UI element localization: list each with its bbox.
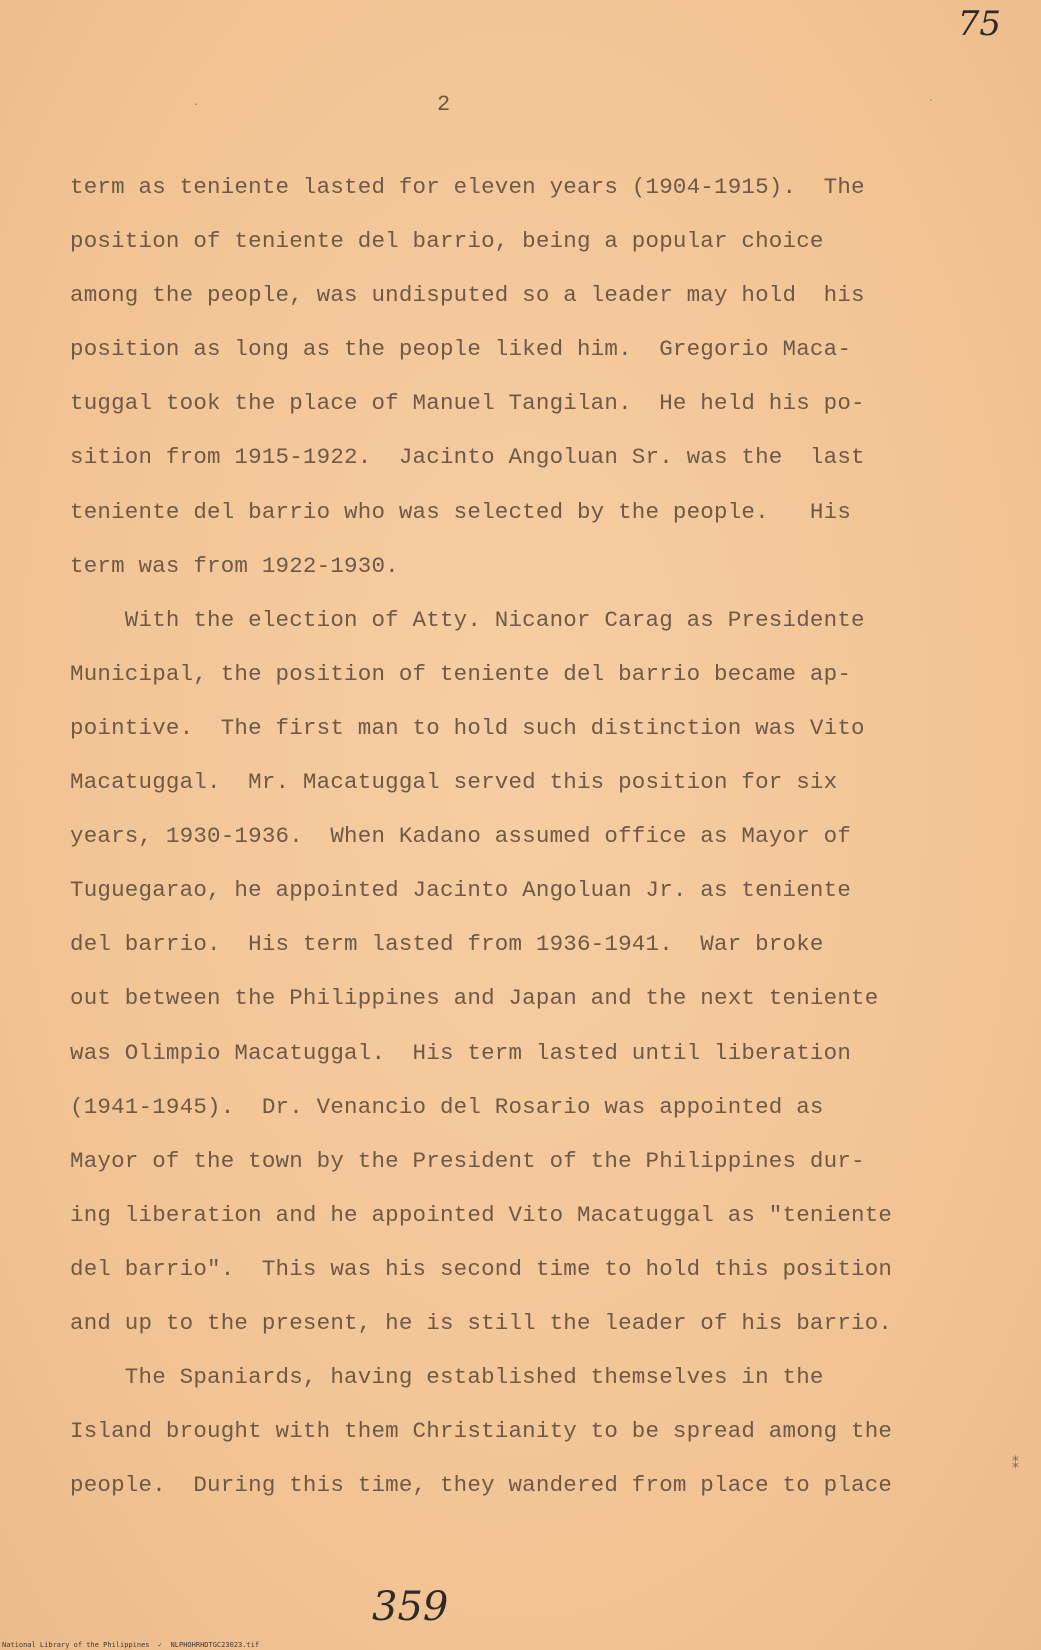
text-line: years, 1930-1936. When Kadano assumed office as Mayor of [70, 823, 852, 850]
paper-speck: · [193, 100, 200, 111]
text-line: out between the Philippines and Japan and the next teniente [70, 985, 879, 1012]
text-line: and up to the present, he is still the leader of his barrio. [70, 1309, 893, 1336]
text-line: del barrio". This was his second time to hold this position [70, 1255, 893, 1282]
text-line: position as long as the people liked him. Gregorio Maca- [70, 336, 852, 363]
body-text [70, 172, 970, 1524]
text-line: Municipal, the position of teniente del barrio became ap- [70, 660, 852, 687]
text-line: Macatuggal. Mr. Macatuggal served this position for six [70, 769, 838, 796]
text-line: sition from 1915-1922. Jacinto Angoluan Sr. was the last [70, 444, 865, 471]
text-line: Island brought with them Christianity to be spread among the [70, 1418, 893, 1445]
text-line: (1941-1945). Dr. Venancio del Rosario was appointed as [70, 1093, 824, 1120]
margin-mark: ⁑ [1012, 1457, 1019, 1473]
text-line: del barrio. His term lasted from 1936-1941. War broke [70, 931, 824, 958]
text-line: Mayor of the town by the President of the Philippines dur- [70, 1147, 865, 1174]
text-line: tuggal took the place of Manuel Tangilan. He held his po- [70, 390, 865, 417]
page-number: 2 [437, 92, 451, 117]
text-line: With the election of Atty. Nicanor Carag as Presidente [70, 606, 865, 633]
text-line: among the people, was undisputed so a leader may hold his [70, 282, 865, 309]
archive-footer: National Library of the Philippines ✓ NLPHOHRHDTGC23023.tif [2, 1641, 260, 1649]
text-line: ing liberation and he appointed Vito Macatuggal as "teniente [70, 1201, 893, 1228]
handwritten-corner-number: 75 [957, 4, 1001, 44]
text-line: people. During this time, they wandered from place to place [70, 1472, 893, 1499]
text-line: teniente del barrio who was selected by the people. His [70, 498, 852, 525]
handwritten-folio-number: 359 [372, 1584, 449, 1630]
text-line: was Olimpio Macatuggal. His term lasted until liberation [70, 1039, 852, 1066]
paper-speck: · [928, 96, 935, 107]
text-line: term as teniente lasted for eleven years (1904-1915). The [70, 174, 865, 200]
text-line: position of teniente del barrio, being a popular choice [70, 228, 824, 255]
text-line: The Spaniards, having established themselves in the [70, 1364, 824, 1391]
text-line: term was from 1922-1930. [70, 552, 399, 579]
text-line: Tuguegarao, he appointed Jacinto Angoluan Jr. as teniente [70, 877, 852, 904]
text-line: pointive. The first man to hold such distinction was Vito [70, 714, 865, 741]
